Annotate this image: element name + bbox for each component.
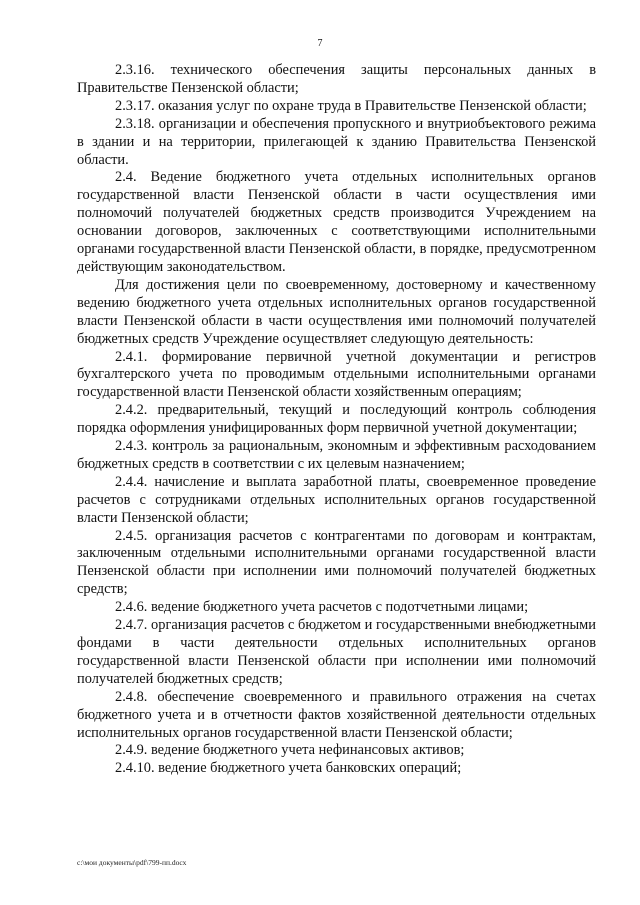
paragraph-2-4: 2.4. Ведение бюджетного учета отдельных исполнительных органов государственной власти Пензенской области в части осуществления ими полномочий получателей бюджетных средств производится Учреждением на основании договоров, заключенных с соответствующими исполнительными органами государственной власти Пензенской области, в порядке, предусмотренном действующим законодательством.: [77, 169, 596, 275]
paragraph-2-3-17: 2.3.17. оказания услуг по охране труда в Правительстве Пензенской области;: [115, 97, 587, 114]
paragraph-2-4-10: 2.4.10. ведение бюджетного учета банковских операций;: [115, 760, 462, 777]
paragraph-2-4-8: 2.4.8. обеспечение своевременного и правильного отражения на счетах бюджетного учета и в отчетности фактов хозяйственной деятельности отдельных исполнительных органов государственной власти Пензенской области;: [77, 688, 596, 741]
paragraph-2-4-6: 2.4.6. ведение бюджетного учета расчетов с подотчетными лицами;: [115, 599, 529, 616]
document-body: [77, 62, 596, 778]
paragraph-2-4-4: 2.4.4. начисление и выплата заработной платы, своевременное проведение расчетов с сотрудниками отдельных исполнительных органов государственной власти Пензенской области;: [77, 473, 596, 526]
page-number: 7: [317, 38, 323, 49]
paragraph-2-4-2: 2.4.2. предварительный, текущий и последующий контроль соблюдения порядка оформления унифицированных форм первичной учетной документации;: [77, 402, 596, 437]
footer-file-path: c:\мои документы\pdf\799-пп.docx: [77, 858, 187, 867]
paragraph-2-4-7: 2.4.7. организация расчетов с бюджетом и государственными внебюджетными фондами в части деятельности отдельных исполнительных органов государственной власти Пензенской области при исполнении ими полномочий получателей бюджетных средств;: [77, 617, 596, 687]
paragraph-2-4-3: 2.4.3. контроль за рациональным, экономным и эффективным расходованием бюджетных средств в соответствии с их целевым назначением;: [77, 438, 596, 472]
paragraph-activities-intro: Для достижения цели по своевременному, достоверному и качественному ведению бюджетного учета отдельных исполнительных органов государственной власти Пензенской области в части осуществления ими полномочий получателей бюджетных средств Учреждение осуществляет следующую деятельность:: [77, 276, 596, 347]
paragraph-2-4-9: 2.4.9. ведение бюджетного учета нефинансовых активов;: [115, 742, 465, 759]
paragraph-2-4-1: 2.4.1. формирование первичной учетной документации и регистров бухгалтерского учета по проводимым отдельными исполнительными органами государственной власти Пензенской области хозяйственным операциям;: [77, 348, 596, 401]
paragraph-2-4-5: 2.4.5. организация расчетов с контрагентами по договорам и контрактам, заключенным отдельными исполнительными органами государственной власти Пензенской области при исполнении ими полномочий получателей бюджетных средств;: [77, 527, 596, 598]
paragraph-2-3-16: 2.3.16. технического обеспечения защиты персональных данных в Правительстве Пензенской области;: [77, 62, 596, 96]
paragraph-2-3-18: 2.3.18. организации и обеспечения пропускного и внутриобъектового режима в здании и на территории, прилегающей к зданию Правительства Пензенской области.: [77, 115, 596, 168]
